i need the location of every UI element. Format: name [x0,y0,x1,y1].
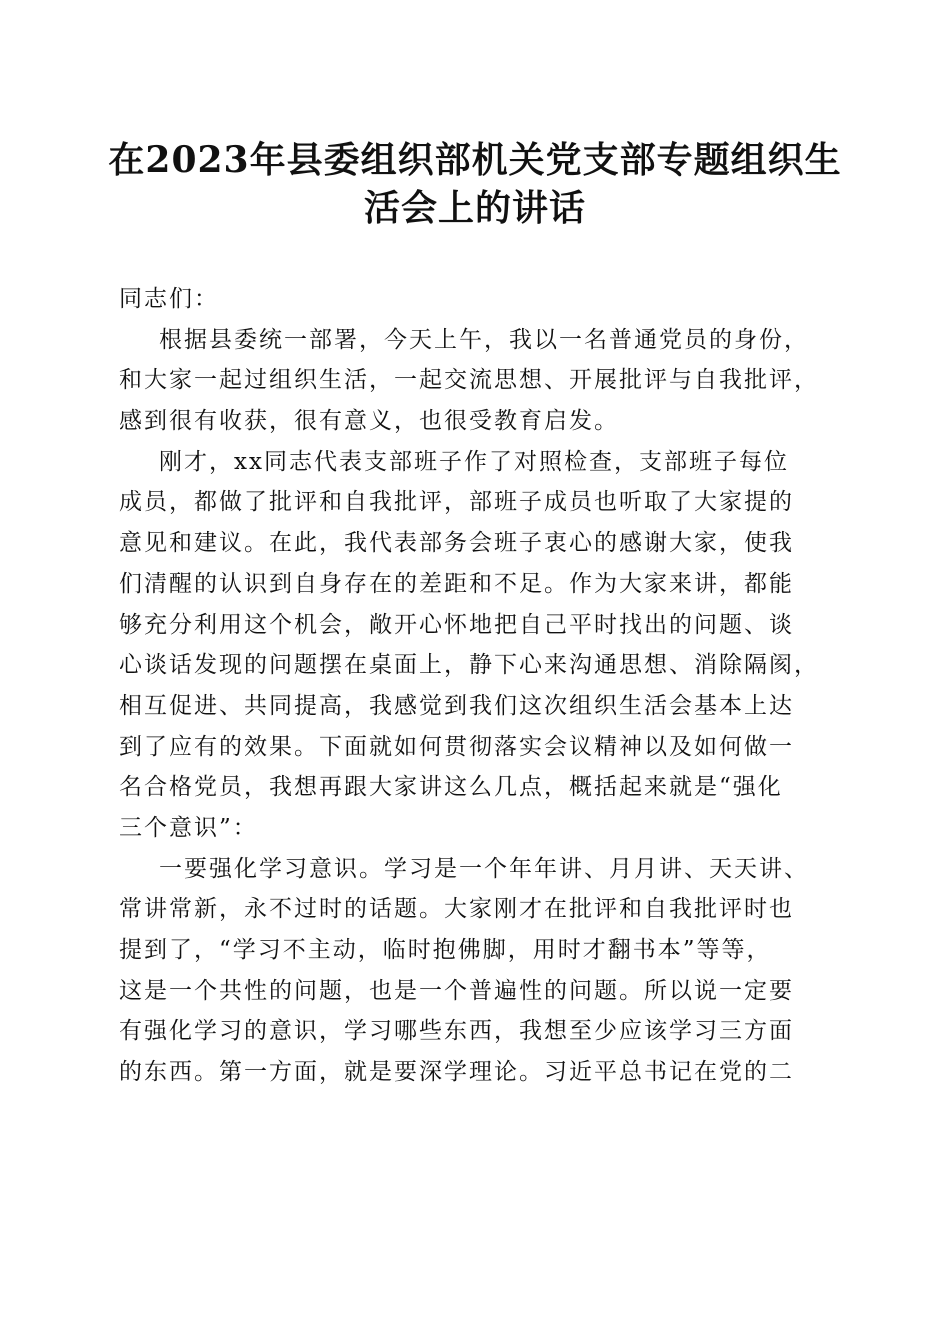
paragraph-2 [119,442,835,849]
paragraph-line: 意见和建议。在此，我代表部务会班子衷心的感谢大家，使我 [119,530,794,557]
paragraph-1 [119,320,835,442]
paragraph-line: 根据县委统一部署，今天上午，我以一名普通党员的身份， [159,326,809,353]
paragraph-line: 常讲常新，永不过时的话题。大家刚才在批评和自我批评时也 [119,896,794,923]
title-line-2: 活会上的讲话 [363,187,586,229]
paragraph-line: 有强化学习的意识，学习哪些东西，我想至少应该学习三方面 [119,1018,794,1045]
paragraph-line: 到了应有的效果。下面就如何贯彻落实会议精神以及如何做一 [119,733,794,760]
paragraph-3 [119,849,835,1093]
paragraph-line: 感到很有收获，很有意义，也很受教育启发。 [119,408,619,435]
paragraph-line: 的东西。第一方面，就是要深学理论。习近平总书记在党的二 [119,1059,794,1086]
paragraph-line: 三个意识”： [119,814,258,841]
paragraph-line: 们清醒的认识到自身存在的差距和不足。作为大家来讲，都能 [119,570,794,597]
paragraph-line: 名合格党员，我想再跟大家讲这么几点，概括起来就是“强化 [119,774,783,801]
paragraph-line: 够充分利用这个机会，敞开心怀地把自己平时找出的问题、谈 [119,611,794,638]
paragraph-line: 一要强化学习意识。学习是一个年年讲、月月讲、天天讲、 [159,855,809,882]
paragraph-line: 刚才，xx同志代表支部班子作了对照检查，支部班子每位 [159,448,789,475]
salutation: 同志们： [119,286,219,312]
paragraph-line: 心谈话发现的问题摆在桌面上，静下心来沟通思想、消除隔阂， [119,652,819,679]
paragraph-line: 成员，都做了批评和自我批评，部班子成员也听取了大家提的 [119,489,794,516]
paragraph-line: 相互促进、共同提高，我感觉到我们这次组织生活会基本上达 [119,692,794,719]
paragraph-line: 这是一个共性的问题，也是一个普遍性的问题。所以说一定要 [119,977,794,1004]
paragraph-line: 提到了，“学习不主动，临时抱佛脚，用时才翻书本”等等， [119,937,772,963]
document-body [119,279,835,1093]
document-title [100,136,850,232]
title-line-1: 在2023年县委组织部机关党支部专题组织生 [108,139,842,181]
paragraph-line: 和大家一起过组织生活，一起交流思想、开展批评与自我批评， [119,367,819,394]
